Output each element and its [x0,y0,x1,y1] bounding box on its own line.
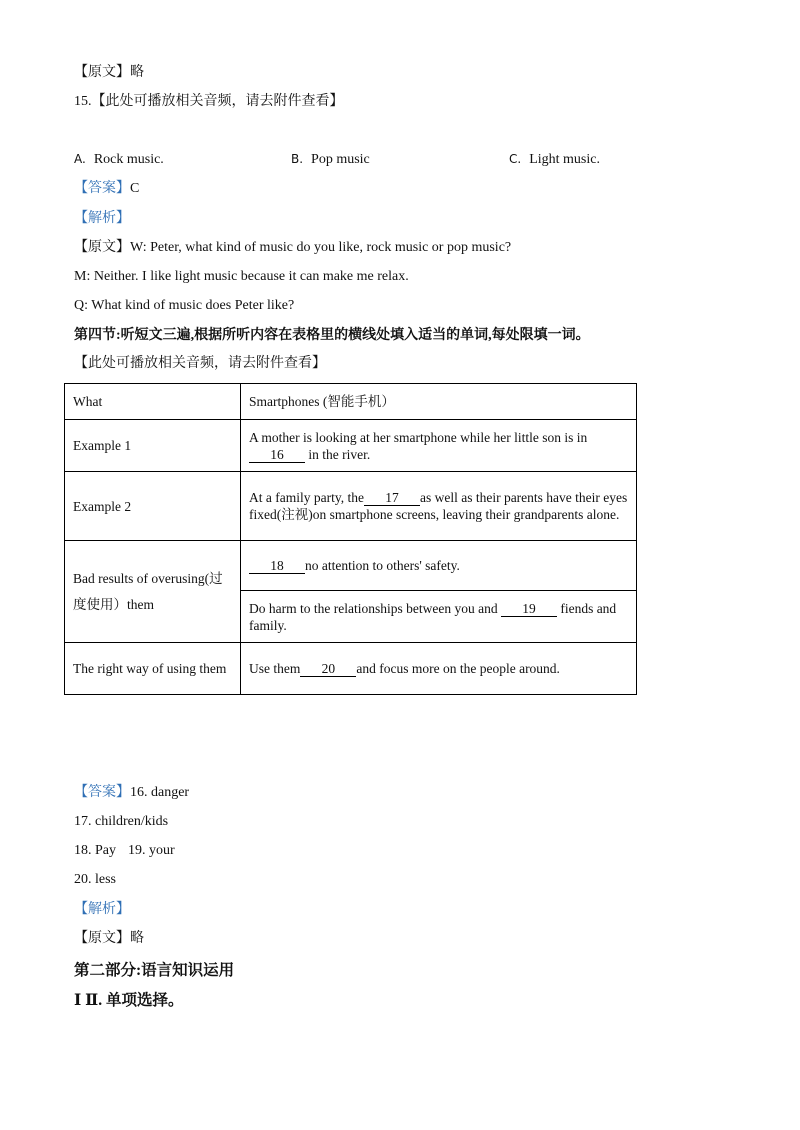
option-a [74,150,164,169]
answer-value: 18. Pay [74,843,116,858]
answer-value: 19. your [128,843,175,858]
cell-text: Use them [249,661,301,676]
transcript-tag: 【原文】 [74,240,130,255]
table-cell [241,591,637,643]
table-cell [241,643,637,695]
table-cell: Example 2 [65,472,241,541]
blank-18: 18 [249,559,305,574]
table-row [65,384,637,420]
transcript-w-text: W: Peter, what kind of music do you like, rock music or pop music? [130,240,512,255]
answers-16 [74,784,189,802]
table-row [65,420,637,472]
table-cell: Example 1 [65,420,241,472]
part-2-subtitle: Ⅰ Ⅱ. 单项选择。 [74,992,184,1009]
table-cell: The right way of using them [65,643,241,695]
cell-text: no attention to others' safety. [305,558,460,573]
table-cell: Bad results of overusing(过度使用）them [65,541,241,643]
answers-20: 20. less [74,872,116,887]
table-row [65,541,637,591]
answers-17: 17. children/kids [74,814,169,829]
answer-tag: 【答案】 [74,785,130,800]
original-text-note: 【原文】略 [74,65,144,80]
option-letter: B. [291,152,304,166]
analysis-tag: 【解析】 [74,211,130,226]
option-text: Rock music. [93,152,164,167]
table-cell [241,420,637,472]
option-text: Pop music [311,152,370,167]
question-15-audio: 15.【此处可播放相关音频，请去附件查看】 [74,94,344,109]
analysis-tag: 【解析】 [74,902,130,917]
table-row [65,643,637,695]
table-row [65,472,637,541]
cell-text: Do harm to the relationships between you and [249,600,498,616]
option-letter: A. [74,152,86,166]
cell-text: as well as their parents have their eyes fixed(注视)on smartphone screens, leaving their grandparents alone. [249,490,628,522]
transcript-w [74,239,511,257]
section-4-title: 第四节:听短文三遍,根据所听内容在表格里的横线处填入适当的单词,每处限填一词。 [74,328,590,343]
answer-15 [74,180,139,198]
option-letter: C. [509,152,522,166]
cell-text: At a family party, the [249,490,364,505]
cell-text: A mother is looking at her smartphone while her little son is in [249,429,588,445]
blank-20: 20 [300,662,356,677]
option-b [291,150,370,169]
blank-17: 17 [364,491,420,506]
transcript-m: M: Neither. I like light music because it can make me relax. [74,269,409,284]
option-text: Light music. [529,152,600,167]
answer-tag: 【答案】 [74,181,130,196]
section-4-audio: 【此处可播放相关音频，请去附件查看】 [74,356,326,371]
original-text-note: 【原文】略 [74,931,144,946]
part-2-title: 第二部分:语言知识运用 [74,962,235,979]
table-cell [241,472,637,541]
answers-18-19 [74,842,175,860]
cell-text: fiends and family. [249,600,617,633]
table-cell: Smartphones (智能手机） [241,384,637,420]
blank-19: 19 [501,602,557,617]
table-cell: What [65,384,241,420]
answer-value: C [130,181,140,196]
option-c [509,150,600,169]
blank-16: 16 [249,448,305,463]
transcript-q: Q: What kind of music does Peter like? [74,298,295,313]
cell-text: and focus more on the people around. [356,661,560,676]
answer-value: 16. danger [130,785,190,800]
smartphones-table [64,383,637,695]
table-cell [241,541,637,591]
cell-text: in the river. [308,446,371,462]
